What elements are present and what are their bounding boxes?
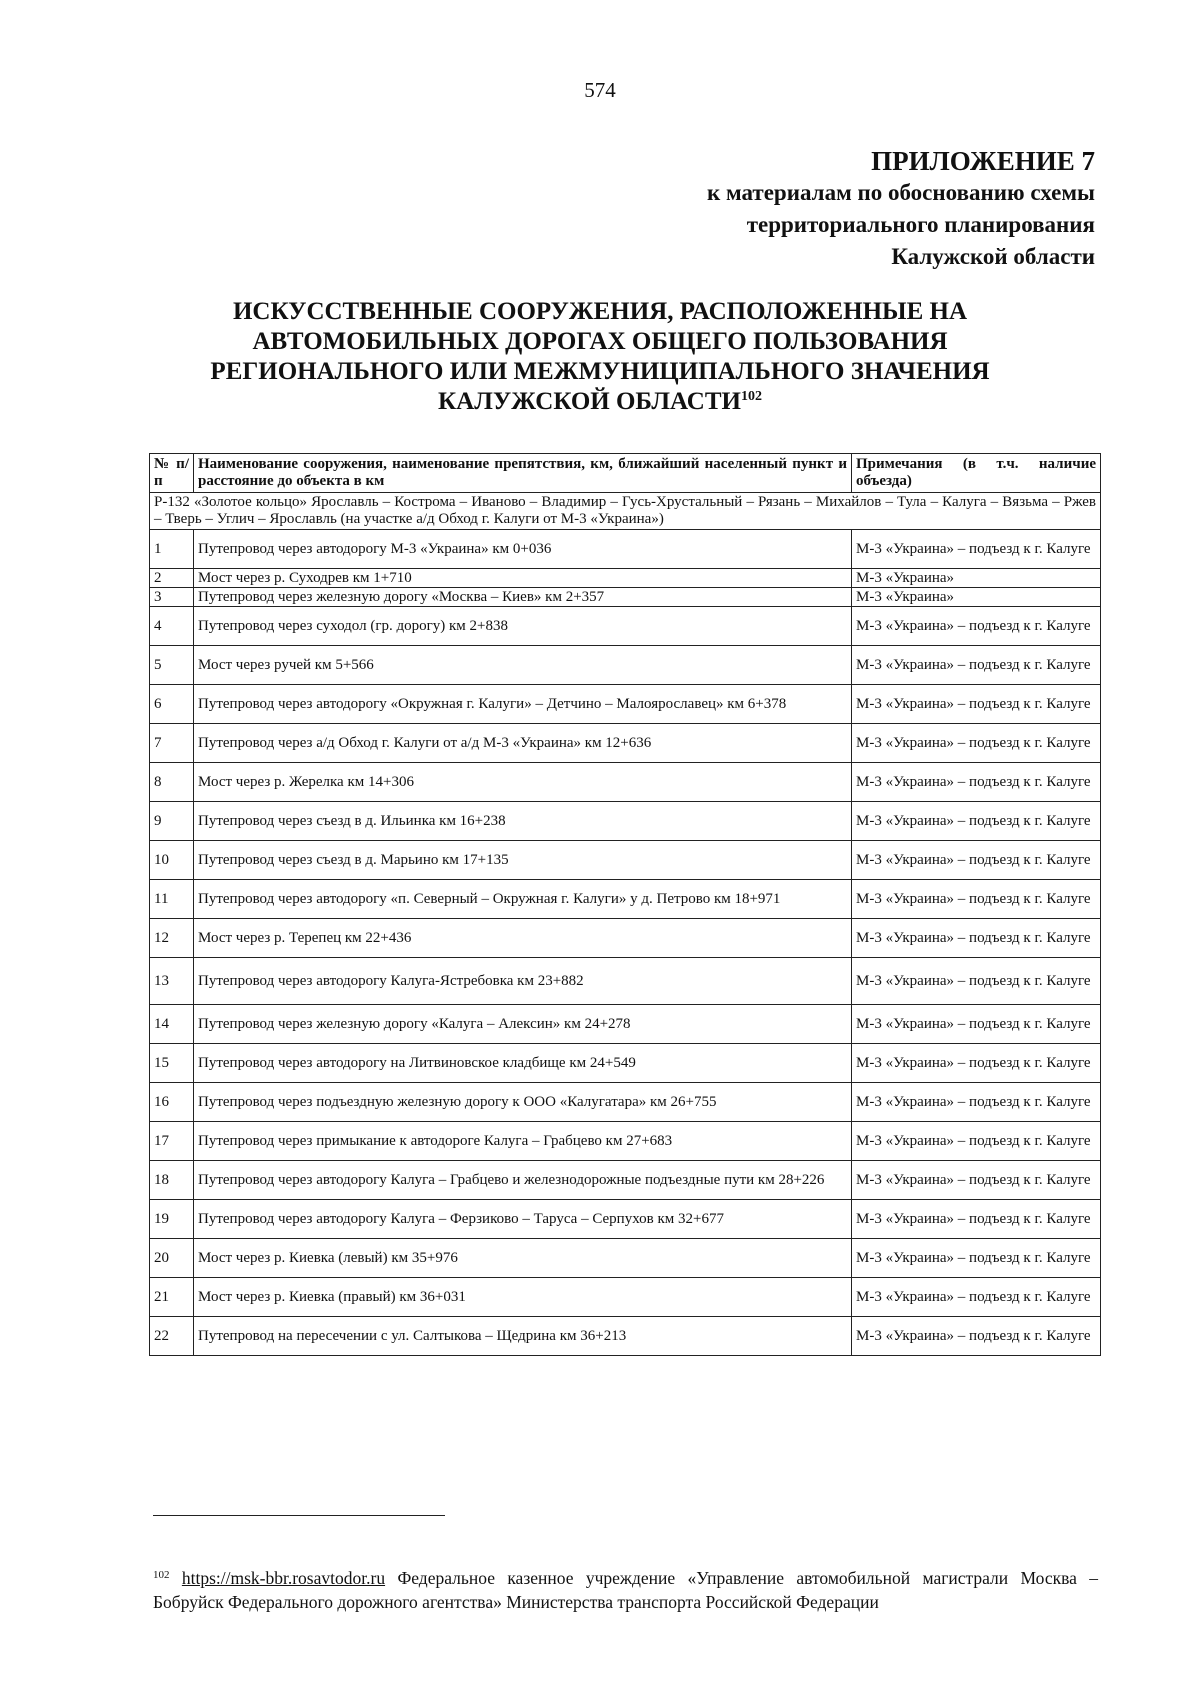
- title-line: КАЛУЖСКОЙ ОБЛАСТИ: [438, 388, 741, 415]
- table-row: [150, 569, 1101, 588]
- table-row: [150, 685, 1101, 724]
- title-line-last: [110, 387, 1090, 417]
- header-num: № п/п: [150, 454, 194, 493]
- table-row: [150, 919, 1101, 958]
- cell-note: М-3 «Украина» – подъезд к г. Калуге: [852, 1239, 1101, 1278]
- footnote-number: 102: [153, 1569, 170, 1581]
- cell-name: Путепровод через автодорогу Калуга-Ястребовка км 23+882: [194, 958, 852, 1005]
- cell-num: 11: [150, 880, 194, 919]
- cell-name: Путепровод через автодорогу М-3 «Украина» км 0+036: [194, 530, 852, 569]
- footnote-divider: [153, 1515, 445, 1516]
- road-section: Р-132 «Золотое кольцо» Ярославль – Кострома – Иваново – Владимир – Гусь-Хрустальный – Рязань – Михайлов – Тула – Калуга – Вязьма – Ржев – Тверь – Углич – Ярославль (на участке а/д Обход г. Калуги от М-3 «Украина»): [150, 493, 1101, 530]
- cell-num: 7: [150, 724, 194, 763]
- footnote: [153, 1566, 1098, 1614]
- table-row: [150, 1005, 1101, 1044]
- title-line: АВТОМОБИЛЬНЫХ ДОРОГАХ ОБЩЕГО ПОЛЬЗОВАНИЯ: [252, 328, 948, 355]
- appendix-line: территориального планирования: [746, 212, 1095, 237]
- cell-name: Путепровод через автодорогу на Литвиновское кладбище км 24+549: [194, 1044, 852, 1083]
- title-footnote-ref: 102: [740, 389, 762, 404]
- cell-note: М-3 «Украина» – подъезд к г. Калуге: [852, 841, 1101, 880]
- cell-num: 3: [150, 588, 194, 607]
- cell-note: М-3 «Украина» – подъезд к г. Калуге: [852, 1161, 1101, 1200]
- cell-name: Путепровод через железную дорогу «Москва – Киев» км 2+357: [194, 588, 852, 607]
- appendix-block: [707, 145, 1095, 273]
- table-row: [150, 1161, 1101, 1200]
- cell-note: М-3 «Украина» – подъезд к г. Калуге: [852, 646, 1101, 685]
- cell-note: М-3 «Украина» – подъезд к г. Калуге: [852, 1317, 1101, 1356]
- cell-note: М-3 «Украина» – подъезд к г. Калуге: [852, 919, 1101, 958]
- cell-num: 21: [150, 1278, 194, 1317]
- cell-num: 10: [150, 841, 194, 880]
- cell-num: 12: [150, 919, 194, 958]
- cell-name: Путепровод через суходол (гр. дорогу) км 2+838: [194, 607, 852, 646]
- cell-note: М-3 «Украина» – подъезд к г. Калуге: [852, 685, 1101, 724]
- cell-name: Путепровод через автодорогу Калуга – Ферзиково – Таруса – Серпухов км 32+677: [194, 1200, 852, 1239]
- cell-note: М-3 «Украина» – подъезд к г. Калуге: [852, 1122, 1101, 1161]
- cell-note: М-3 «Украина» – подъезд к г. Калуге: [852, 724, 1101, 763]
- cell-note: М-3 «Украина» – подъезд к г. Калуге: [852, 1044, 1101, 1083]
- cell-num: 1: [150, 530, 194, 569]
- table-row: [150, 880, 1101, 919]
- title-line: ИСКУССТВЕННЫЕ СООРУЖЕНИЯ, РАСПОЛОЖЕННЫЕ НА: [232, 298, 968, 325]
- table-row: [150, 1278, 1101, 1317]
- cell-note: М-3 «Украина» – подъезд к г. Калуге: [852, 1278, 1101, 1317]
- table-row: [150, 724, 1101, 763]
- appendix-title: ПРИЛОЖЕНИЕ 7: [871, 146, 1095, 176]
- cell-name: Мост через р. Киевка (правый) км 36+031: [194, 1278, 852, 1317]
- appendix-line: Калужской области: [891, 244, 1095, 269]
- cell-num: 14: [150, 1005, 194, 1044]
- cell-num: 2: [150, 569, 194, 588]
- road-section-row: [150, 493, 1101, 530]
- cell-num: 15: [150, 1044, 194, 1083]
- cell-name: Путепровод через съезд в д. Марьино км 17+135: [194, 841, 852, 880]
- table-header-row: [150, 454, 1101, 493]
- table-row: [150, 1200, 1101, 1239]
- cell-note: М-3 «Украина»: [852, 569, 1101, 588]
- table-row: [150, 1083, 1101, 1122]
- table-row: [150, 958, 1101, 1005]
- cell-num: 8: [150, 763, 194, 802]
- cell-note: М-3 «Украина» – подъезд к г. Калуге: [852, 530, 1101, 569]
- table-row: [150, 1122, 1101, 1161]
- table-row: [150, 763, 1101, 802]
- cell-num: 16: [150, 1083, 194, 1122]
- cell-name: Мост через р. Терепец км 22+436: [194, 919, 852, 958]
- cell-name: Путепровод через автодорогу Калуга – Грабцево и железнодорожные подъездные пути км 28+226: [194, 1161, 852, 1200]
- title-line: РЕГИОНАЛЬНОГО ИЛИ МЕЖМУНИЦИПАЛЬНОГО ЗНАЧЕНИЯ: [210, 358, 990, 385]
- cell-note: М-3 «Украина» – подъезд к г. Калуге: [852, 880, 1101, 919]
- table-row: [150, 646, 1101, 685]
- cell-num: 5: [150, 646, 194, 685]
- table-row: [150, 588, 1101, 607]
- header-note: Примечания (в т.ч. наличие объезда): [852, 454, 1101, 493]
- header-name: Наименование сооружения, наименование препятствия, км, ближайший населенный пункт и расстояние до объекта в км: [194, 454, 852, 493]
- cell-num: 22: [150, 1317, 194, 1356]
- table-row: [150, 1239, 1101, 1278]
- page-number: 574: [584, 78, 616, 102]
- table-row: [150, 1044, 1101, 1083]
- cell-name: Путепровод через примыкание к автодороге Калуга – Грабцево км 27+683: [194, 1122, 852, 1161]
- cell-name: Мост через р. Суходрев км 1+710: [194, 569, 852, 588]
- cell-num: 18: [150, 1161, 194, 1200]
- table-row: [150, 802, 1101, 841]
- footnote-link[interactable]: https://msk-bbr.rosavtodor.ru: [181, 1568, 386, 1588]
- cell-num: 9: [150, 802, 194, 841]
- structures-table: [149, 453, 1101, 1356]
- table-row: [150, 607, 1101, 646]
- table-row: [150, 530, 1101, 569]
- cell-name: Путепровод через подъездную железную дорогу к ООО «Калугатара» км 26+755: [194, 1083, 852, 1122]
- cell-name: Путепровод через автодорогу «п. Северный – Окружная г. Калуги» у д. Петрово км 18+971: [194, 880, 852, 919]
- cell-num: 13: [150, 958, 194, 1005]
- cell-name: Путепровод через железную дорогу «Калуга – Алексин» км 24+278: [194, 1005, 852, 1044]
- cell-name: Путепровод на пересечении с ул. Салтыкова – Щедрина км 36+213: [194, 1317, 852, 1356]
- footnote-text: Федеральное казенное учреждение «Управление автомобильной магистрали Москва – Бобруйск Федерального дорожного агентства» Министерства транспорта Российской Федерации: [153, 1568, 1099, 1612]
- table-row: [150, 1317, 1101, 1356]
- appendix-line: к материалам по обоснованию схемы: [707, 180, 1095, 205]
- cell-num: 6: [150, 685, 194, 724]
- document-title: [110, 297, 1090, 417]
- cell-num: 4: [150, 607, 194, 646]
- cell-name: Мост через ручей км 5+566: [194, 646, 852, 685]
- cell-name: Мост через р. Киевка (левый) км 35+976: [194, 1239, 852, 1278]
- cell-note: М-3 «Украина» – подъезд к г. Калуге: [852, 1200, 1101, 1239]
- table-row: [150, 841, 1101, 880]
- cell-note: М-3 «Украина» – подъезд к г. Калуге: [852, 802, 1101, 841]
- cell-note: М-3 «Украина» – подъезд к г. Калуге: [852, 763, 1101, 802]
- cell-name: Путепровод через автодорогу «Окружная г. Калуги» – Детчино – Малоярославец» км 6+378: [194, 685, 852, 724]
- cell-name: Мост через р. Жерелка км 14+306: [194, 763, 852, 802]
- cell-num: 19: [150, 1200, 194, 1239]
- cell-name: Путепровод через а/д Обход г. Калуги от а/д М-3 «Украина» км 12+636: [194, 724, 852, 763]
- cell-note: М-3 «Украина» – подъезд к г. Калуге: [852, 607, 1101, 646]
- cell-note: М-3 «Украина» – подъезд к г. Калуге: [852, 958, 1101, 1005]
- cell-num: 17: [150, 1122, 194, 1161]
- cell-name: Путепровод через съезд в д. Ильинка км 16+238: [194, 802, 852, 841]
- cell-note: М-3 «Украина»: [852, 588, 1101, 607]
- cell-note: М-3 «Украина» – подъезд к г. Калуге: [852, 1005, 1101, 1044]
- cell-note: М-3 «Украина» – подъезд к г. Калуге: [852, 1083, 1101, 1122]
- cell-num: 20: [150, 1239, 194, 1278]
